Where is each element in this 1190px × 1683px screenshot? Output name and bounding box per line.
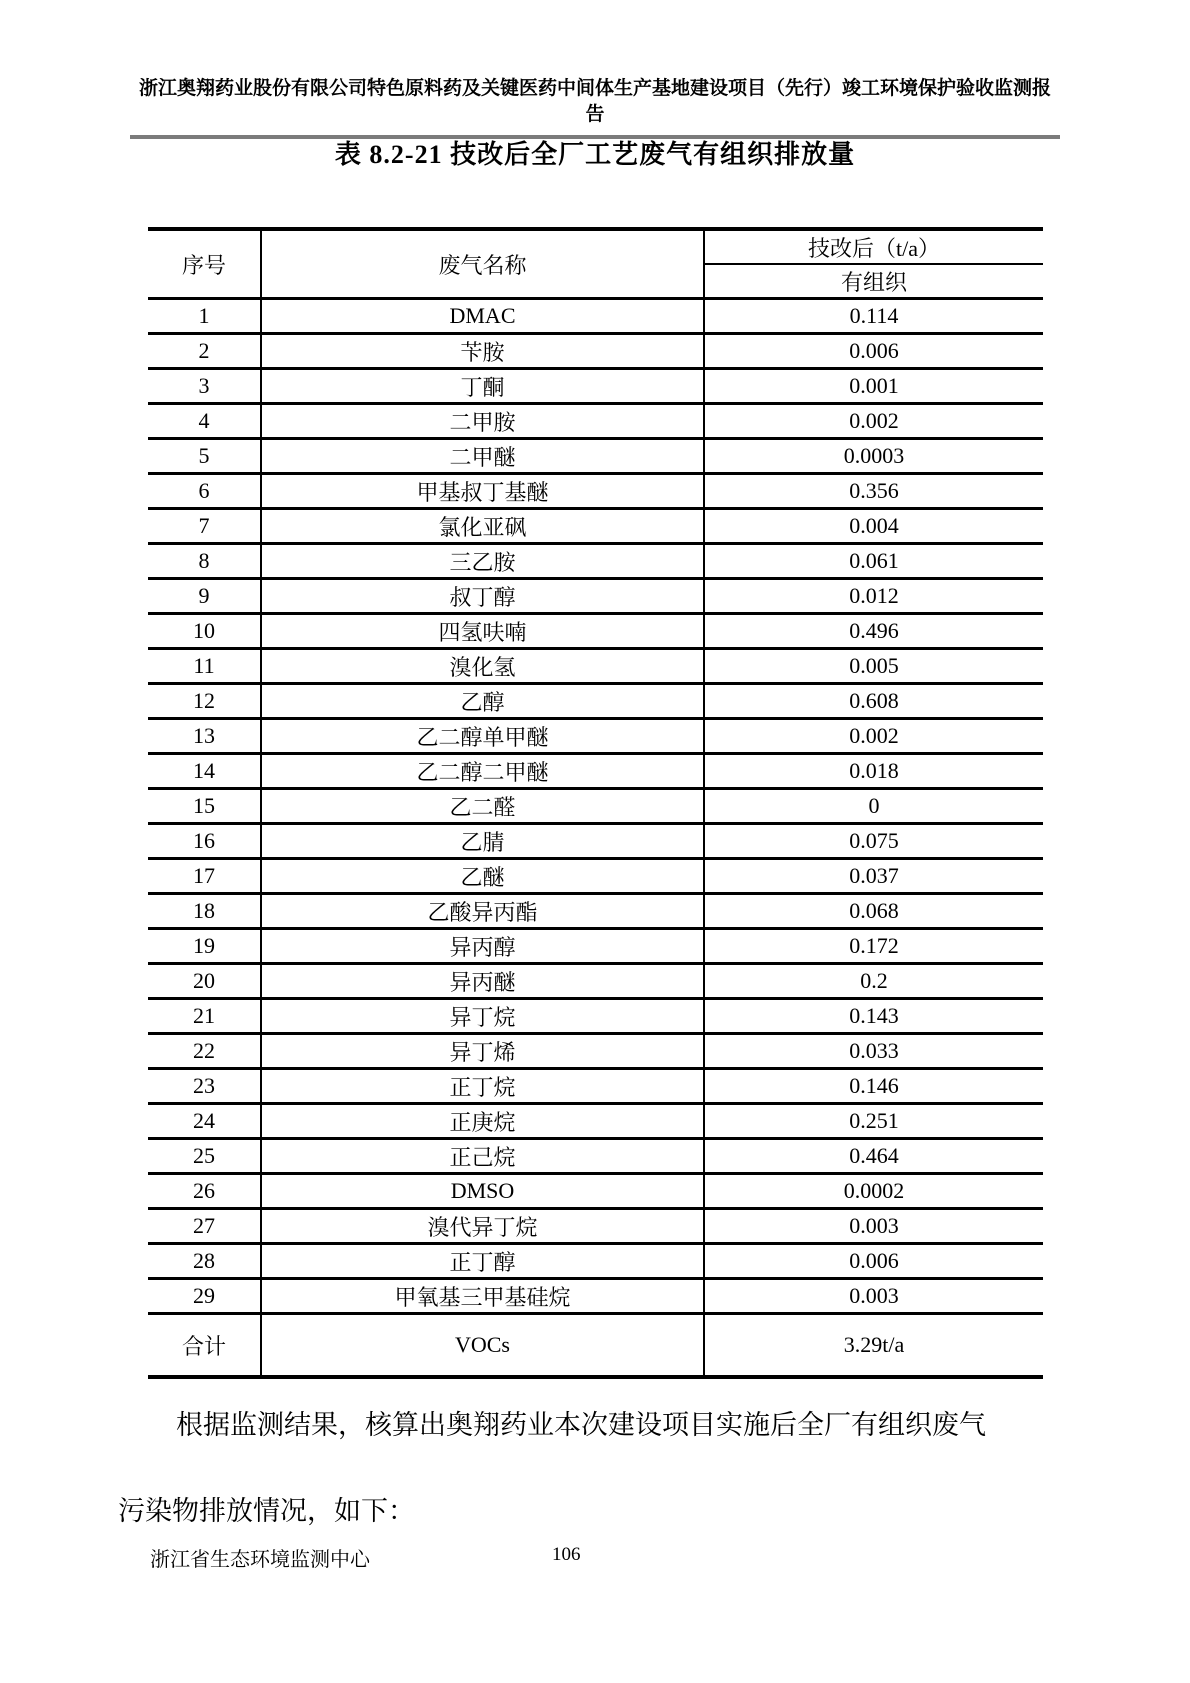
cell-gas-name: 溴代异丁烷 <box>261 1209 704 1244</box>
cell-gas-name: DMSO <box>261 1174 704 1209</box>
cell-gas-name: 异丁烯 <box>261 1034 704 1069</box>
table-row <box>148 1209 1043 1244</box>
cell-index: 15 <box>148 789 261 824</box>
col-header-index: 序号 <box>148 229 261 299</box>
cell-gas-name: 正丁醇 <box>261 1244 704 1279</box>
table-row <box>148 684 1043 719</box>
cell-gas-name: 乙二醛 <box>261 789 704 824</box>
table-row <box>148 894 1043 929</box>
table-row <box>148 719 1043 754</box>
table-row <box>148 649 1043 684</box>
cell-gas-name: 乙二醇二甲醚 <box>261 754 704 789</box>
cell-value: 0.2 <box>704 964 1043 999</box>
cell-value: 0.172 <box>704 929 1043 964</box>
table-row <box>148 614 1043 649</box>
cell-gas-name: 二甲胺 <box>261 404 704 439</box>
cell-value: 0.114 <box>704 299 1043 334</box>
cell-gas-name: 苄胺 <box>261 334 704 369</box>
cell-index: 19 <box>148 929 261 964</box>
table-total-row <box>148 1314 1043 1378</box>
table-row <box>148 579 1043 614</box>
cell-index: 24 <box>148 1104 261 1139</box>
cell-index: 8 <box>148 544 261 579</box>
page-number: 106 <box>552 1544 581 1565</box>
table-row <box>148 1069 1043 1104</box>
cell-index: 2 <box>148 334 261 369</box>
table-row <box>148 1279 1043 1314</box>
cell-gas-name: 乙醚 <box>261 859 704 894</box>
cell-value: 0.004 <box>704 509 1043 544</box>
cell-value: 0.037 <box>704 859 1043 894</box>
cell-value: 0 <box>704 789 1043 824</box>
cell-index: 22 <box>148 1034 261 1069</box>
cell-index: 1 <box>148 299 261 334</box>
cell-index: 7 <box>148 509 261 544</box>
cell-gas-name: 四氢呋喃 <box>261 614 704 649</box>
cell-index: 16 <box>148 824 261 859</box>
table-caption: 表 8.2-21 技改后全厂工艺废气有组织排放量 <box>334 140 856 169</box>
table-row <box>148 299 1043 334</box>
cell-value: 0.061 <box>704 544 1043 579</box>
cell-index: 27 <box>148 1209 261 1244</box>
table-row <box>148 824 1043 859</box>
cell-index: 18 <box>148 894 261 929</box>
cell-index: 11 <box>148 649 261 684</box>
paragraph-line-2: 污染物排放情况，如下： <box>118 1496 415 1526</box>
cell-gas-name: 正丁烷 <box>261 1069 704 1104</box>
cell-value: 0.002 <box>704 719 1043 754</box>
cell-gas-name: 乙二醇单甲醚 <box>261 719 704 754</box>
cell-value: 0.143 <box>704 999 1043 1034</box>
table-row <box>148 404 1043 439</box>
cell-index: 10 <box>148 614 261 649</box>
cell-value: 0.068 <box>704 894 1043 929</box>
cell-index: 14 <box>148 754 261 789</box>
cell-value: 0.003 <box>704 1279 1043 1314</box>
table-row <box>148 509 1043 544</box>
table-header-row <box>148 229 1043 264</box>
cell-value: 0.146 <box>704 1069 1043 1104</box>
cell-index: 6 <box>148 474 261 509</box>
cell-index: 合计 <box>181 1333 226 1359</box>
cell-value: 0.251 <box>704 1104 1043 1139</box>
cell-index: 23 <box>148 1069 261 1104</box>
table-row <box>148 1244 1043 1279</box>
cell-gas-name: VOCs <box>261 1314 704 1378</box>
col-header-gas-name: 废气名称 <box>261 229 704 299</box>
cell-index: 4 <box>148 404 261 439</box>
table-row <box>148 369 1043 404</box>
table-row <box>148 1139 1043 1174</box>
running-head: 浙江奥翔药业股份有限公司特色原料药及关键医药中间体生产基地建设项目（先行）竣工环境保护验收监测报告 <box>130 76 1060 139</box>
cell-value: 0.005 <box>704 649 1043 684</box>
cell-value: 0.033 <box>704 1034 1043 1069</box>
footer-organization: 浙江省生态环境监测中心 <box>150 1549 370 1571</box>
table-row <box>148 789 1043 824</box>
cell-value: 0.001 <box>704 369 1043 404</box>
table-row <box>148 474 1043 509</box>
cell-index: 13 <box>148 719 261 754</box>
table-row <box>148 544 1043 579</box>
cell-index: 25 <box>148 1139 261 1174</box>
cell-gas-name: 异丙醇 <box>261 929 704 964</box>
table-row <box>148 999 1043 1034</box>
cell-gas-name: 氯化亚砜 <box>261 509 704 544</box>
col-header-after-retrofit: 技改后（t/a） <box>704 229 1043 264</box>
cell-gas-name: 正庚烷 <box>261 1104 704 1139</box>
cell-index: 28 <box>148 1244 261 1279</box>
cell-value: 0.0002 <box>704 1174 1043 1209</box>
cell-index: 3 <box>148 369 261 404</box>
table-row <box>148 439 1043 474</box>
cell-index: 9 <box>148 579 261 614</box>
cell-gas-name: 甲基叔丁基醚 <box>261 474 704 509</box>
cell-index: 21 <box>148 999 261 1034</box>
table-row <box>148 859 1043 894</box>
cell-gas-name: 溴化氢 <box>261 649 704 684</box>
table-row <box>148 334 1043 369</box>
paragraph-line-1: 根据监测结果，核算出奥翔药业本次建设项目实施后全厂有组织废气 <box>176 1410 986 1440</box>
cell-gas-name: 丁酮 <box>261 369 704 404</box>
cell-gas-name: 叔丁醇 <box>261 579 704 614</box>
table-row <box>148 754 1043 789</box>
cell-index: 5 <box>148 439 261 474</box>
cell-value: 0.006 <box>704 1244 1043 1279</box>
cell-value: 0.496 <box>704 614 1043 649</box>
cell-gas-name: 三乙胺 <box>261 544 704 579</box>
cell-value: 0.075 <box>704 824 1043 859</box>
cell-index: 17 <box>148 859 261 894</box>
cell-gas-name: 正己烷 <box>261 1139 704 1174</box>
emissions-table <box>148 227 1043 1379</box>
table-row <box>148 1034 1043 1069</box>
table-row <box>148 929 1043 964</box>
cell-gas-name: 乙醇 <box>261 684 704 719</box>
cell-value: 0.608 <box>704 684 1043 719</box>
cell-index: 12 <box>148 684 261 719</box>
col-header-organized: 有组织 <box>704 264 1043 299</box>
cell-value: 0.0003 <box>704 439 1043 474</box>
cell-value: 0.006 <box>704 334 1043 369</box>
cell-value: 3.29t/a <box>704 1314 1043 1378</box>
cell-value: 0.012 <box>704 579 1043 614</box>
cell-value: 0.464 <box>704 1139 1043 1174</box>
cell-gas-name: 异丙醚 <box>261 964 704 999</box>
cell-index: 26 <box>148 1174 261 1209</box>
cell-index: 20 <box>148 964 261 999</box>
cell-index: 29 <box>148 1279 261 1314</box>
cell-gas-name: 甲氧基三甲基硅烷 <box>261 1279 704 1314</box>
cell-value: 0.002 <box>704 404 1043 439</box>
cell-gas-name: 乙腈 <box>261 824 704 859</box>
table-row <box>148 1174 1043 1209</box>
cell-gas-name: 异丁烷 <box>261 999 704 1034</box>
cell-gas-name: 乙酸异丙酯 <box>261 894 704 929</box>
cell-value: 0.003 <box>704 1209 1043 1244</box>
cell-value: 0.018 <box>704 754 1043 789</box>
table-row <box>148 1104 1043 1139</box>
cell-gas-name: 二甲醚 <box>261 439 704 474</box>
cell-value: 0.356 <box>704 474 1043 509</box>
cell-gas-name: DMAC <box>261 299 704 334</box>
table-row <box>148 964 1043 999</box>
